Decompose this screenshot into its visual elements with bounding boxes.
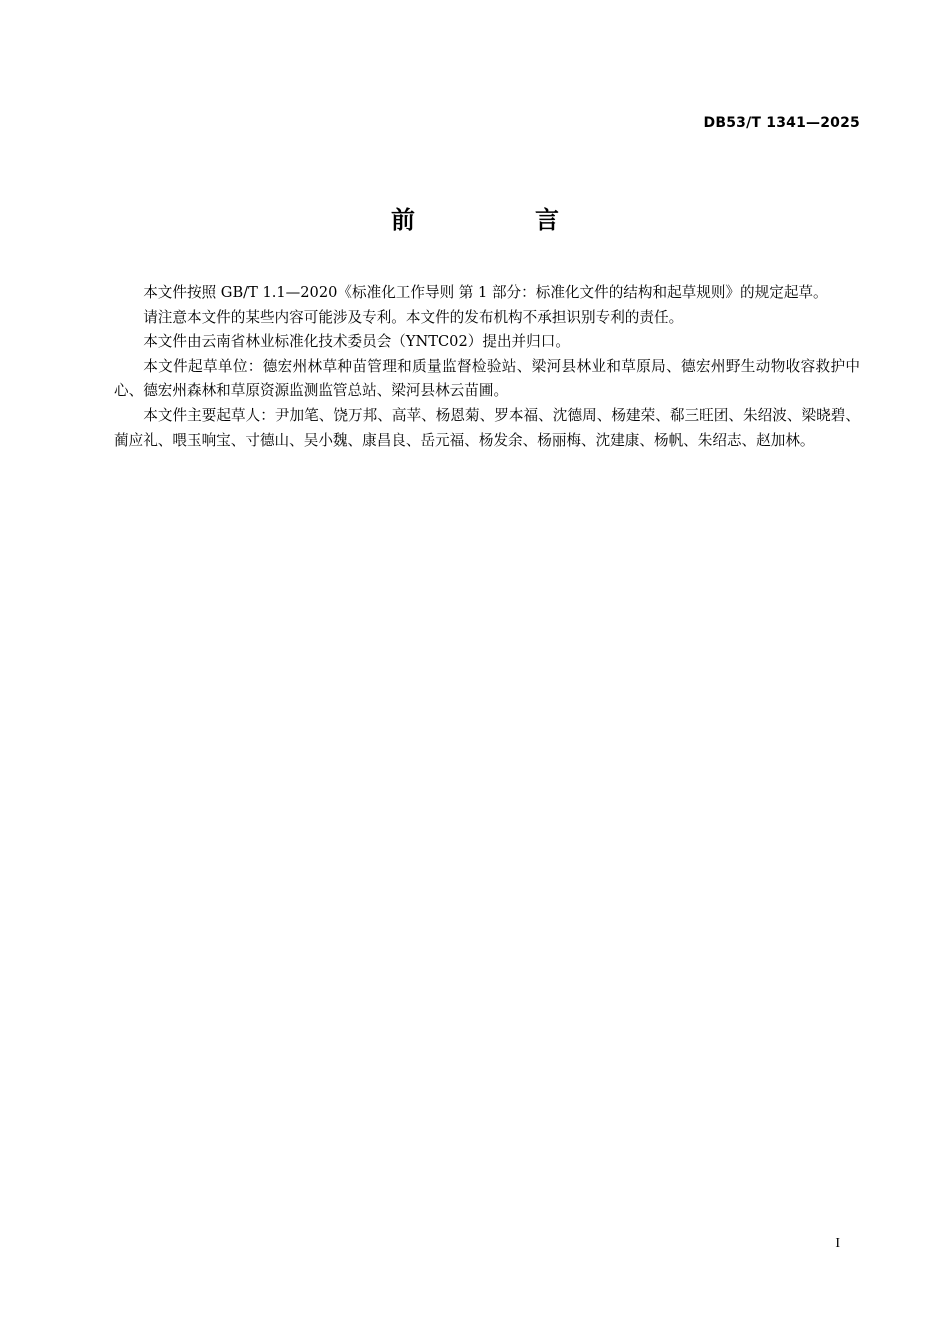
paragraph-proposer: 本文件由云南省林业标准化技术委员会（YNTC02）提出并归口。 (143, 333, 570, 351)
page-number: I (835, 1236, 840, 1251)
document-code: DB53/T 1341—2025 (703, 115, 860, 131)
page-title: 前 言 (391, 206, 607, 234)
paragraph-drafting-units: 本文件起草单位：德宏州林草种苗管理和质量监督检验站、梁河县林业和草原局、德宏州野生动物收容救护中心、德宏州森林和草原资源监测监管总站、梁河县林云苗圃。 (114, 357, 860, 400)
paragraph-patent-notice: 请注意本文件的某些内容可能涉及专利。本文件的发布机构不承担识别专利的责任。 (143, 308, 684, 326)
paragraph-drafters: 本文件主要起草人：尹加笔、饶万邦、高苹、杨恩菊、罗本福、沈德周、杨建荣、郗三旺团、朱绍波、梁晓碧、蔺应礼、喂玉响宝、寸德山、吴小魏、康昌良、岳元福、杨发余、杨丽梅、沈建康、杨帆、朱绍志、赵加林。 (114, 406, 860, 449)
paragraph-drafting-rules: 本文件按照 GB/T 1.1—2020《标准化工作导则 第 1 部分：标准化文件的结构和起草规则》的规定起草。 (143, 284, 828, 301)
foreword-body (114, 281, 860, 453)
